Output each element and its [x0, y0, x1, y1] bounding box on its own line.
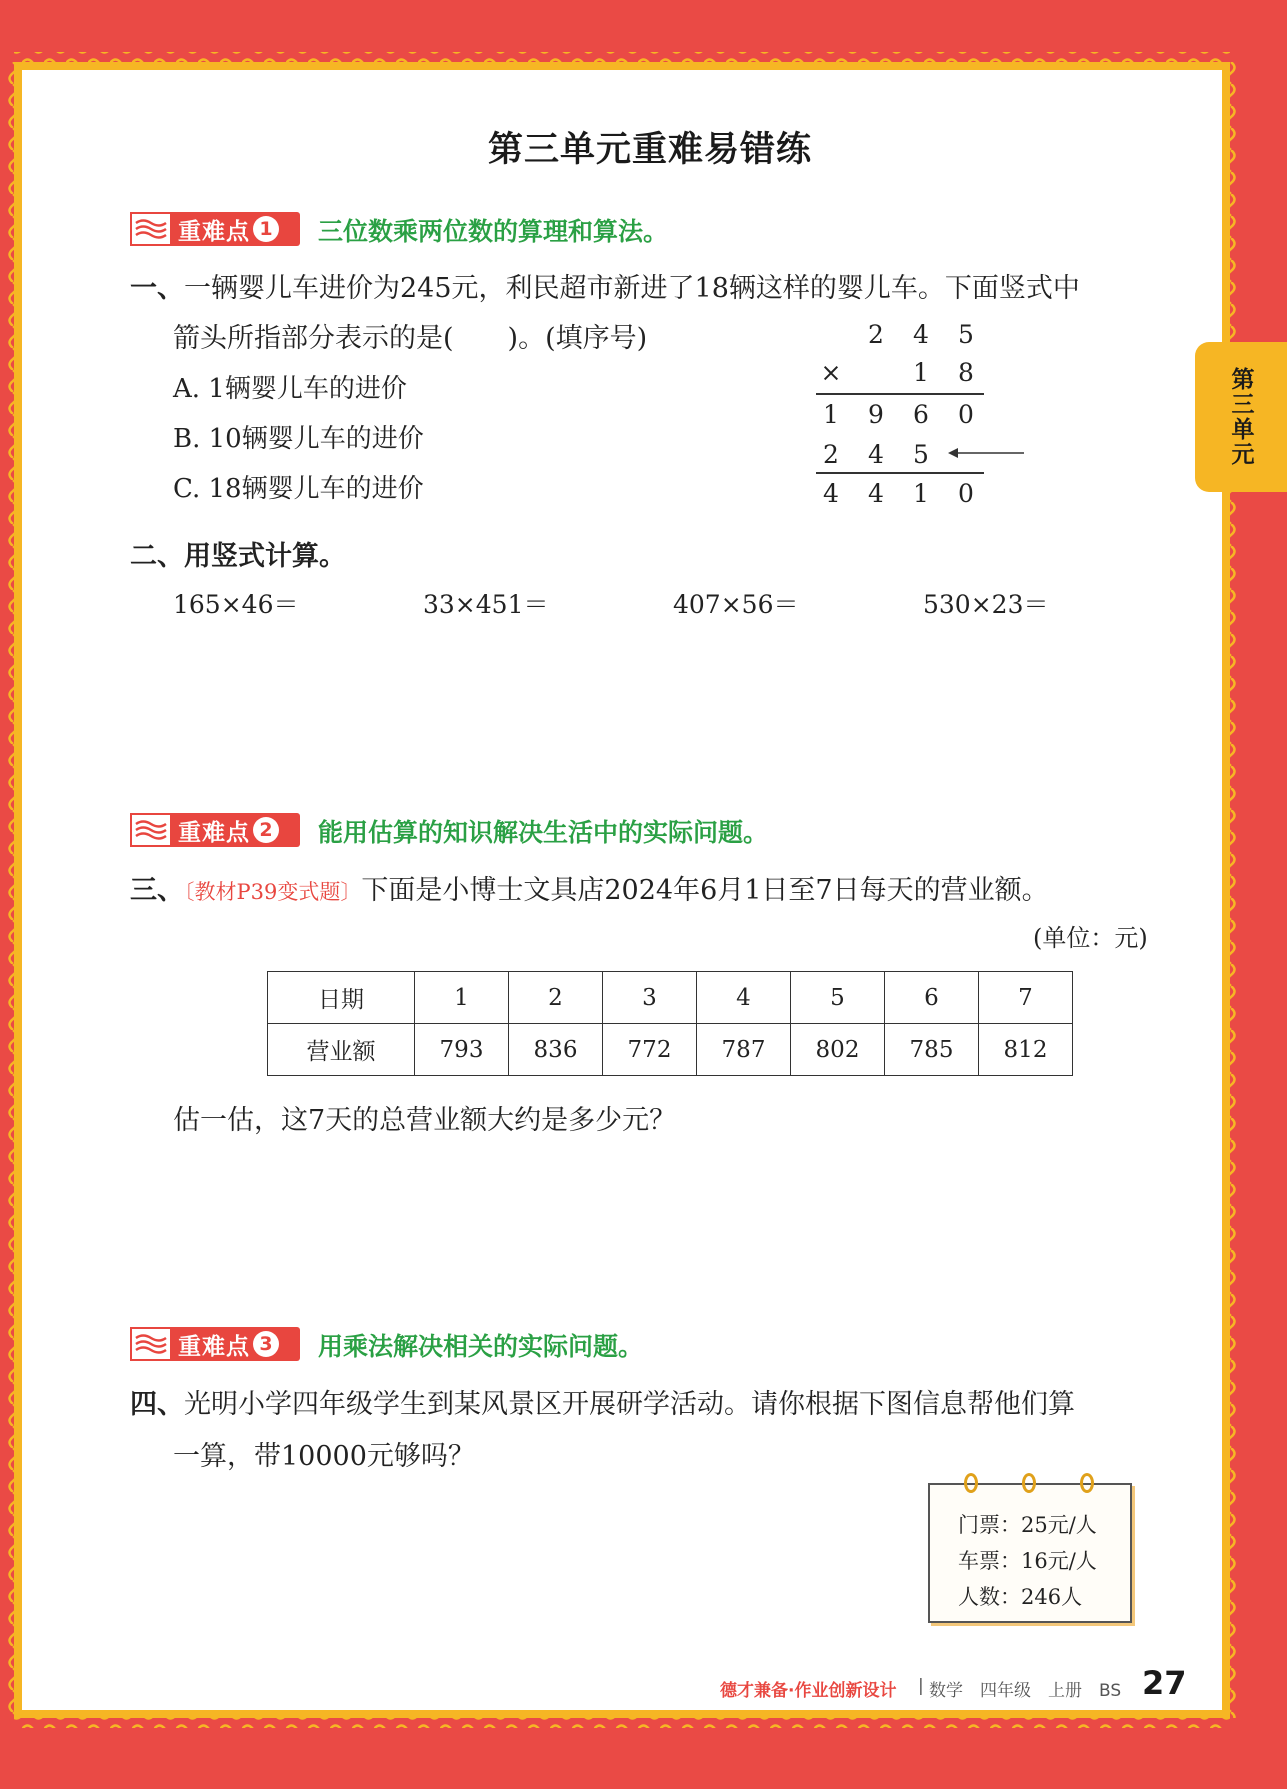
- table-cell: 7: [979, 972, 1073, 1024]
- key-point-label: 重难点: [178, 819, 250, 846]
- table-cell: 2: [509, 972, 603, 1024]
- unit-side-tab-label: 第三单元: [1227, 367, 1254, 467]
- note-ticket-price: 门票：25元/人: [958, 1513, 1097, 1537]
- ring-icon: [1022, 1473, 1036, 1493]
- calc-digit: 4: [913, 320, 929, 349]
- calc-digit: 4: [868, 440, 884, 469]
- table-header-cell: 营业额: [268, 1024, 415, 1076]
- calc-problem: 530×23＝: [923, 590, 1049, 619]
- sales-table: [267, 971, 1073, 1076]
- calc-digit: 9: [868, 400, 884, 429]
- key-point-text-2: 能用估算的知识解决生活中的实际问题。: [318, 818, 769, 847]
- wave-icon: [130, 813, 172, 847]
- table-cell: 836: [509, 1024, 603, 1076]
- calc-digit: 6: [913, 400, 929, 429]
- option-b: B. 10辆婴儿车的进价: [173, 424, 424, 454]
- wave-icon: [130, 212, 172, 246]
- table-cell: 5: [791, 972, 885, 1024]
- footer-divider: |: [918, 1676, 924, 1696]
- table-cell: 785: [885, 1024, 979, 1076]
- question-3-line-1: [130, 868, 1049, 907]
- footer-brand: 德才兼备·作业创新设计: [720, 1681, 897, 1701]
- calc-digit: 1: [823, 400, 839, 429]
- info-notepad: [928, 1483, 1132, 1623]
- ring-icon: [1080, 1473, 1094, 1493]
- note-headcount: 人数：246人: [958, 1585, 1083, 1609]
- calc-digit: 1: [913, 358, 929, 387]
- question-3-text: 下面是小博士文具店2024年6月1日至7日每天的营业额。: [361, 875, 1049, 906]
- key-point-text-3: 用乘法解决相关的实际问题。: [318, 1332, 644, 1361]
- calc-rule: [816, 472, 984, 474]
- question-2-heading: [130, 534, 346, 573]
- option-c: C. 18辆婴儿车的进价: [173, 474, 424, 504]
- footer-info: 数学 四年级 上册 BS: [929, 1681, 1122, 1701]
- question-2-text: 用竖式计算。: [184, 541, 346, 572]
- table-row: [268, 1024, 1073, 1076]
- key-point-label: 重难点: [178, 1333, 250, 1360]
- table-cell: 787: [697, 1024, 791, 1076]
- key-point-badge-2: [130, 813, 300, 847]
- table-cell: 1: [415, 972, 509, 1024]
- calc-problem: 33×451＝: [423, 590, 549, 619]
- unit-side-tab: [1195, 342, 1287, 492]
- times-sign: ×: [820, 358, 842, 387]
- arrow-left-icon: [946, 443, 1026, 465]
- key-point-number: 2: [253, 817, 279, 843]
- question-3-estimate: 估一估，这7天的总营业额大约是多少元？: [173, 1105, 677, 1136]
- page-title: 第三单元重难易错练: [487, 130, 812, 170]
- note-bus-price: 车票：16元/人: [958, 1549, 1097, 1573]
- question-4-line-2: 一算，带10000元够吗？: [173, 1441, 475, 1472]
- question-1-text: 一辆婴儿车进价为245元，利民超市新进了18辆这样的婴儿车。下面竖式中: [184, 273, 1080, 304]
- table-cell: 6: [885, 972, 979, 1024]
- calc-rule: [816, 393, 984, 395]
- calc-digit: 1: [913, 479, 929, 508]
- calc-problem: 407×56＝: [673, 590, 799, 619]
- unit-note: (单位：元): [1033, 924, 1148, 952]
- table-cell: 4: [697, 972, 791, 1024]
- calc-digit: 4: [868, 479, 884, 508]
- key-point-badge-3: [130, 1327, 300, 1361]
- key-point-number: 3: [253, 1331, 279, 1357]
- calc-problem: 165×46＝: [173, 590, 299, 619]
- page-number: 27: [1142, 1664, 1187, 1702]
- question-2-label: 二、: [130, 541, 184, 572]
- table-cell: 772: [603, 1024, 697, 1076]
- key-point-text-1: 三位数乘两位数的算理和算法。: [318, 217, 669, 246]
- question-1-line-2: 箭头所指部分表示的是( )。(填序号): [173, 323, 648, 354]
- question-4-label: 四、: [130, 1389, 184, 1420]
- table-cell: 793: [415, 1024, 509, 1076]
- calc-digit: 4: [823, 479, 839, 508]
- calc-digit: 5: [913, 440, 929, 469]
- calc-digit: 2: [823, 440, 839, 469]
- key-point-label: 重难点: [178, 218, 250, 245]
- question-4-line-1: [130, 1382, 1075, 1421]
- option-a: A. 1辆婴儿车的进价: [173, 374, 407, 404]
- table-row: [268, 972, 1073, 1024]
- question-4-text: 光明小学四年级学生到某风景区开展研学活动。请你根据下图信息帮他们算: [184, 1389, 1075, 1420]
- question-3-label: 三、: [130, 875, 184, 906]
- textbook-tag: 〔教材P39变式题〕: [184, 880, 362, 904]
- ring-icon: [964, 1473, 978, 1493]
- question-1-line-1: [130, 266, 1080, 305]
- key-point-number: 1: [253, 216, 279, 242]
- calc-digit: 0: [958, 479, 974, 508]
- calc-digit: 2: [868, 320, 884, 349]
- table-cell: 3: [603, 972, 697, 1024]
- wave-icon: [130, 1327, 172, 1361]
- calc-digit: 0: [958, 400, 974, 429]
- key-point-badge-1: [130, 212, 300, 246]
- calc-digit: 5: [958, 320, 974, 349]
- table-cell: 812: [979, 1024, 1073, 1076]
- calc-digit: 8: [958, 358, 974, 387]
- table-header-cell: 日期: [268, 972, 415, 1024]
- table-cell: 802: [791, 1024, 885, 1076]
- question-1-label: 一、: [130, 273, 184, 304]
